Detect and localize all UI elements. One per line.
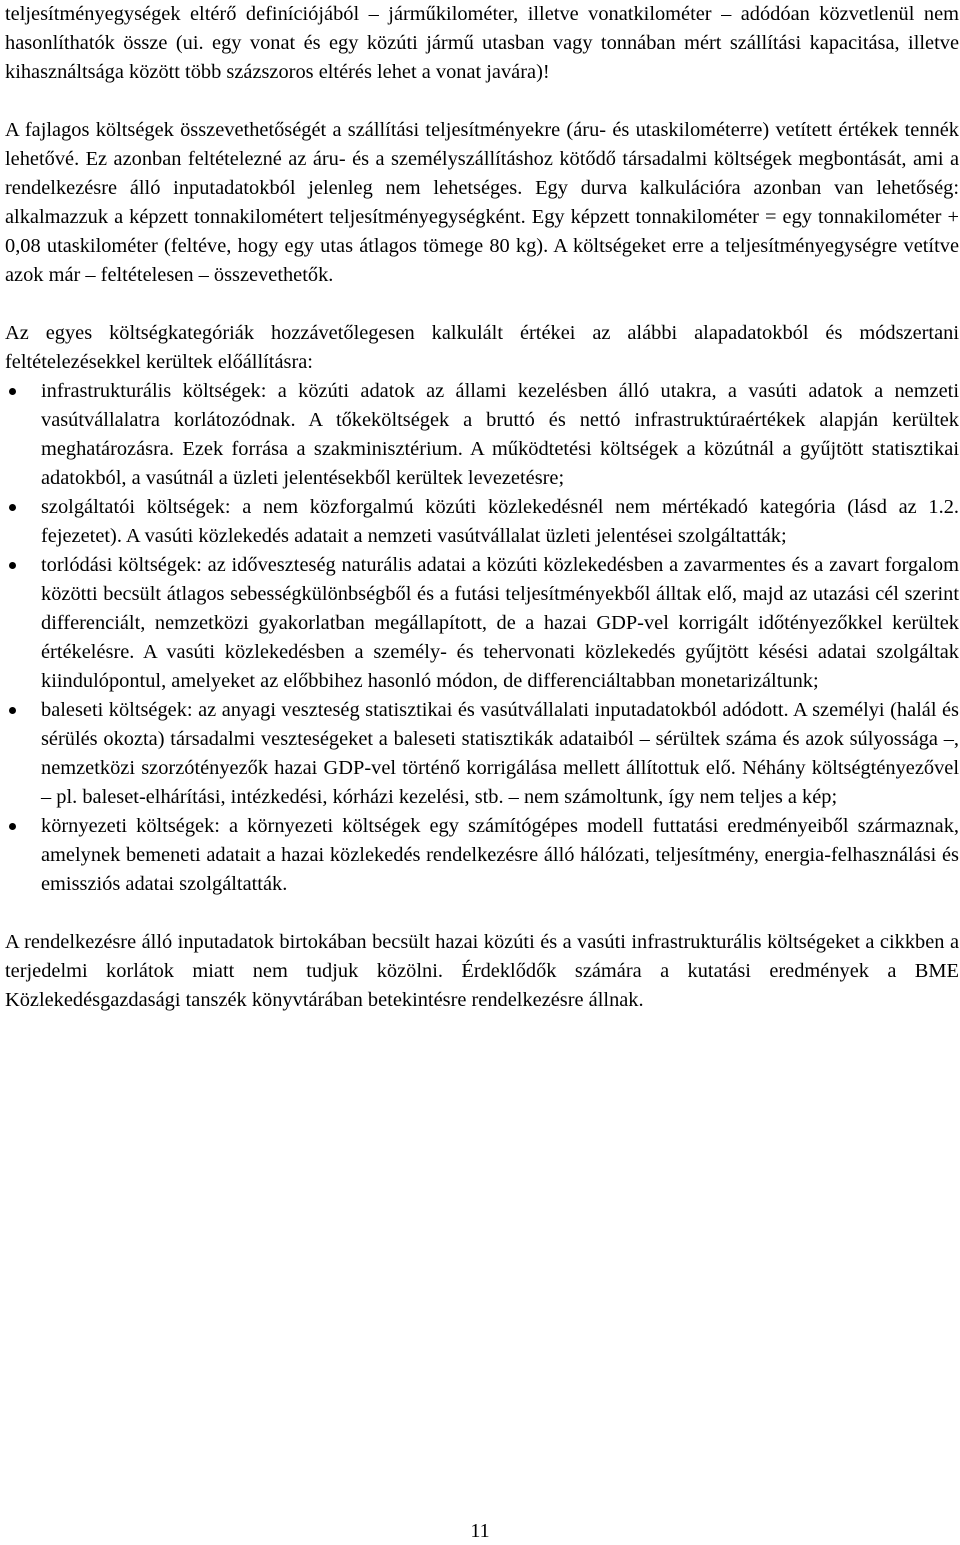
closing-paragraph: A rendelkezésre álló inputadatok birtokában becsült hazai közúti és a vasúti infrastrukturális költségeket a cikkben a terjedelmi korlátok miatt nem tudjuk közölni. Érdeklődők számára a kutatási eredmények a BME Közlekedésgazdasági tanszék könyvtárában betekintésre rendelkezésre állnak. bbox=[5, 931, 959, 1011]
list-item bbox=[5, 696, 959, 812]
bullet-icon bbox=[9, 707, 16, 714]
categories-intro-paragraph: Az egyes költségkategóriák hozzávetőlegesen kalkulált értékei az alábbi alapadatokból és módszertani feltételezésekkel kerültek előállításra: bbox=[5, 322, 959, 373]
list-item bbox=[5, 551, 959, 696]
list-item-text: baleseti költségek: az anyagi veszteség statisztikai és vasútvállalati inputadatokból adódott. A személyi (halál és sérülés okozta) társadalmi veszteségeket a baleseti statisztikák adataiból – sérültek száma és azok súlyossága –, nemzetközi szorzótényezők hazai GDP-vel történő korrigálása mellett állítottuk elő. Néhány költségtényezővel – pl. baleset-elhárítási, intézkedési, kórházi kezelési, stb. – nem számoltunk, így nem teljes a kép; bbox=[41, 699, 959, 808]
list-item-text: infrastrukturális költségek: a közúti adatok az állami kezelésben álló utakra, a vasúti adatok a nemzeti vasútvállalatra korlátozódnak. A tőkeköltségek a bruttó és nettó infrastruktúraértékek alapján kerültek meghatározásra. Ezek forrása a szakminisztérium. A működtetési költségek a közútnál a gyűjtött statisztikai adatokból, a vasútnál a üzleti jelentésekből kerültek levezetésre; bbox=[41, 380, 959, 489]
list-item bbox=[5, 377, 959, 493]
bullet-icon bbox=[9, 562, 16, 569]
list-item bbox=[5, 812, 959, 899]
unit-cost-paragraph: A fajlagos költségek összevethetőségét a szállítási teljesítményekre (áru- és utaskilométerre) vetített értékek tennék lehetővé. Ez azonban feltételezné az áru- és a személyszállításhoz kötődő társadalmi költségek megbontását, ami a rendelkezésre álló inputadatokból jelenleg nem lehetséges. Egy durva kalkulációra azonban van lehetőség: alkalmazzuk a képzett tonnakilométert teljesítményegységként. Egy képzett tonnakilométer = egy tonnakilométer + 0,08 utaskilométer (feltéve, hogy egy utas átlagos tömege 80 kg). A költségeket erre a teljesítményegységre vetítve azok már – feltételesen – összevethetők. bbox=[5, 119, 959, 286]
document-page bbox=[5, 0, 959, 1015]
list-item-text: szolgáltatói költségek: a nem közforgalmú közúti közlekedésnél nem mértékadó kategória (lásd az 1.2. fejezetet). A vasúti közlekedés adatait a nemzeti vasútvállalat üzleti jelentései szolgáltatták; bbox=[41, 496, 959, 547]
cost-category-list bbox=[5, 377, 959, 899]
bullet-icon bbox=[9, 388, 16, 395]
bullet-icon bbox=[9, 823, 16, 830]
list-item bbox=[5, 493, 959, 551]
list-item-text: torlódási költségek: az időveszteség naturális adatai a közúti közlekedésben a zavarmentes és a zavart forgalom közötti becsült átlagos sebességkülönbségből és a futási teljesítményekből álltak elő, majd az utazási cél szerint differenciált, nemzetközi gyakorlatban megállapított, de a hazai GDP-vel korrigált időtényezőkkel kerültek értékelésre. A vasúti közlekedésben a személy- és tehervonati közlekedés gyűjtött késési adatai szolgáltak kiindulópontul, amelyeket az előbbihez hasonló módon, de differenciáltabban monetarizáltunk; bbox=[41, 554, 959, 692]
page-number: 11 bbox=[470, 1520, 490, 1542]
list-item-text: környezeti költségek: a környezeti költségek egy számítógépes modell futtatási eredményeiből származnak, amelynek bemeneti adatait a hazai közlekedés rendelkezésre álló hálózati, teljesítmény, energia-felhasználási és emissziós adatai szolgáltatták. bbox=[41, 815, 959, 895]
intro-paragraph: teljesítményegységek eltérő definíciójából – járműkilométer, illetve vonatkilométer – adódóan közvetlenül nem hasonlíthatók össze (ui. egy vonat és egy közúti jármű utasban vagy tonnában mért szállítási kapacitása, illetve kihasználtsága között több százszoros eltérés lehet a vonat javára)! bbox=[5, 3, 959, 83]
bullet-icon bbox=[9, 504, 16, 511]
